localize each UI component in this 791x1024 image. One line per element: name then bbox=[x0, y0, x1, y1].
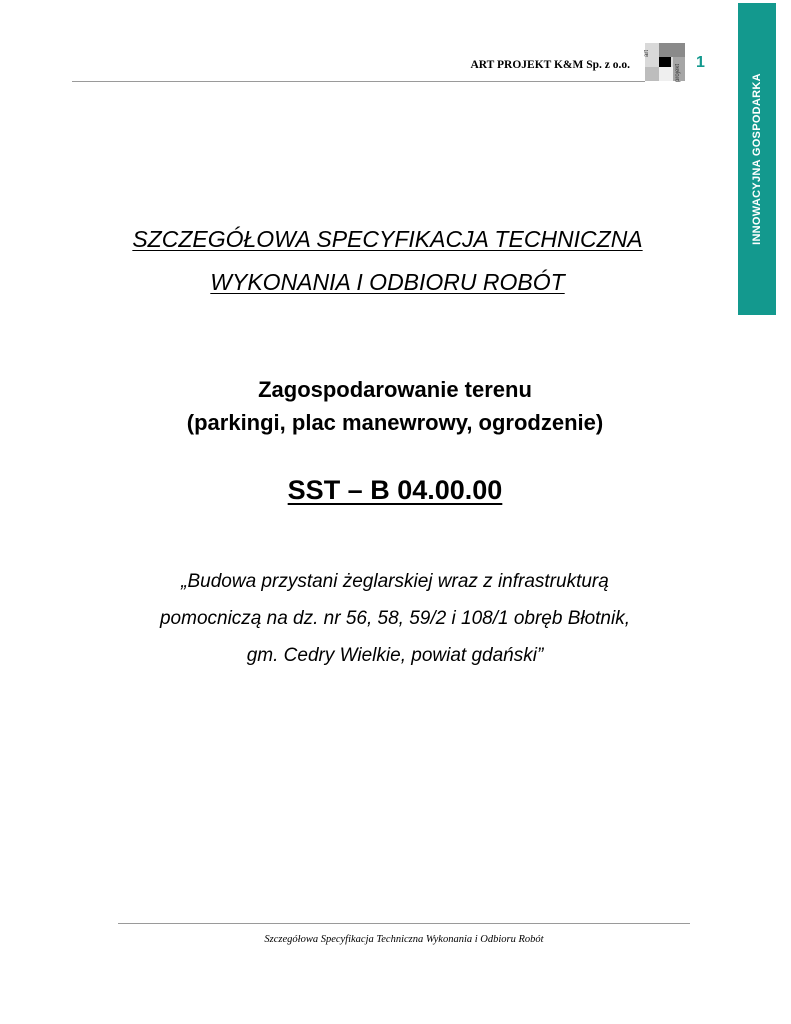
side-tab bbox=[738, 3, 776, 315]
header-divider bbox=[72, 81, 645, 82]
project-line-1: „Budowa przystani żeglarskiej wraz z infrastrukturą bbox=[181, 571, 609, 592]
footer-divider bbox=[118, 923, 690, 924]
logo-text-art: art bbox=[644, 49, 650, 57]
header-company-name: ART PROJEKT K&M Sp. z o.o. bbox=[470, 59, 630, 71]
logo-text-projekt: projekt bbox=[675, 63, 681, 82]
spec-code: SST – B 04.00.00 bbox=[287, 475, 503, 505]
subject-line-2: (parkingi, plac manewrowy, ogrodzenie) bbox=[186, 410, 604, 435]
project-line-2: pomocniczą na dz. nr 56, 58, 59/2 i 108/1 obręb Błotnik, bbox=[159, 608, 631, 629]
side-tab-label: INNOWACYJNA GOSPODARKA bbox=[751, 73, 763, 245]
spec-title-line-1: SZCZEGÓŁOWA SPECYFIKACJA TECHNICZNA bbox=[132, 226, 643, 252]
page-number: 1 bbox=[696, 54, 705, 71]
project-line-3: gm. Cedry Wielkie, powiat gdański” bbox=[246, 645, 544, 666]
footer-text: Szczegółowa Specyfikacja Techniczna Wykonania i Odbioru Robót bbox=[264, 934, 544, 945]
spec-title-line-2: WYKONANIA I ODBIORU ROBÓT bbox=[210, 269, 565, 295]
subject-line-1: Zagospodarowanie terenu bbox=[258, 377, 532, 402]
